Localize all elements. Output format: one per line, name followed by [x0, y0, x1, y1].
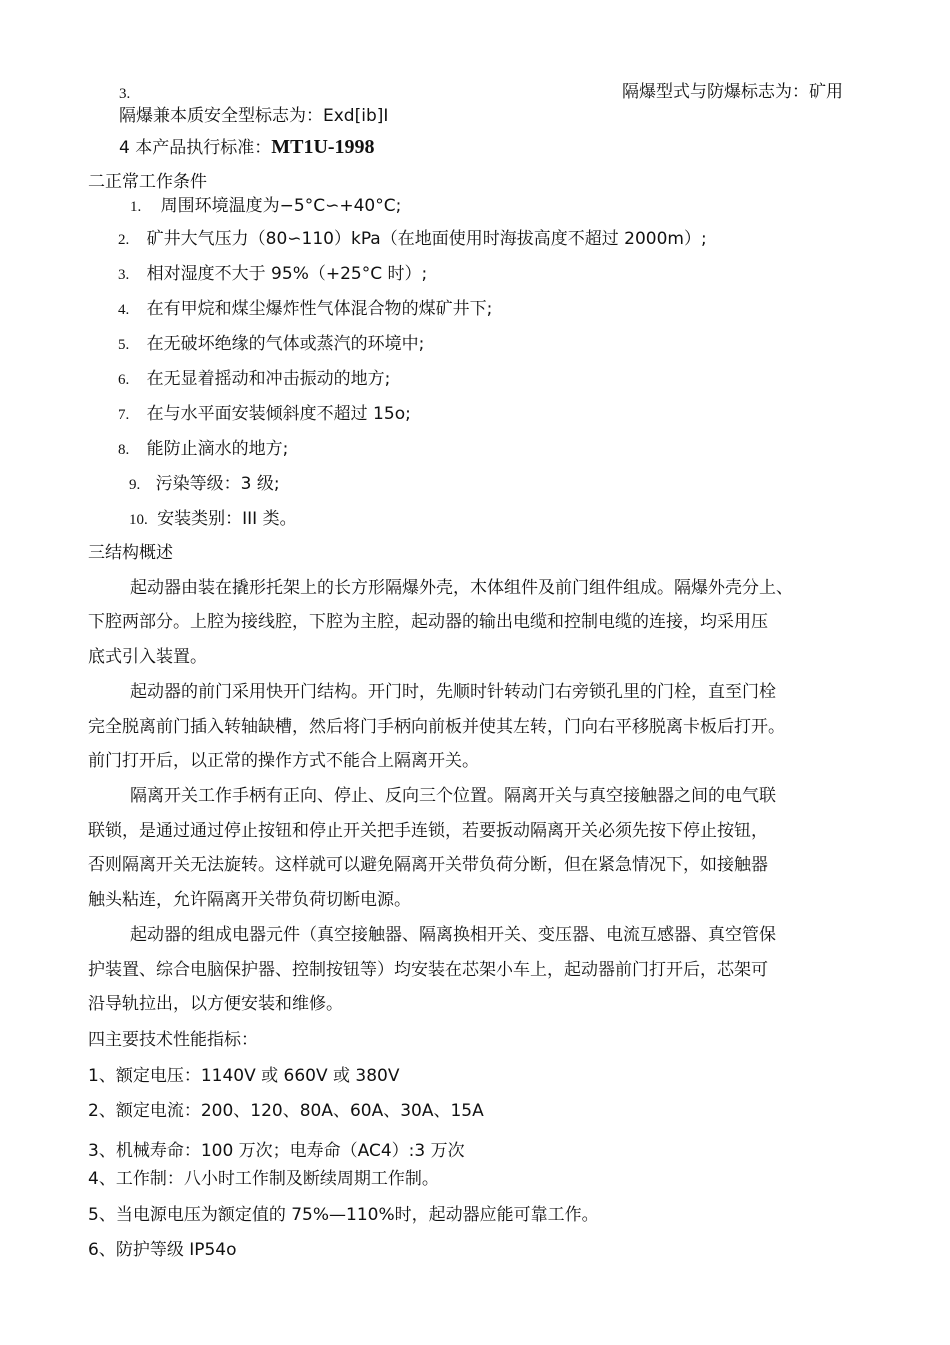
- condition-number: 7.: [118, 407, 130, 423]
- condition-item-10: [129, 507, 297, 532]
- condition-number: 10.: [129, 512, 148, 528]
- condition-item-3: [118, 262, 427, 287]
- condition-text: 在有甲烷和煤尘爆炸性气体混合物的煤矿井下;: [146, 299, 493, 319]
- condition-number: 8.: [118, 442, 130, 458]
- condition-item-7: [118, 402, 411, 427]
- spec-item-3: 3、机械寿命：100 万次；电寿命（AC4）:3 万次: [88, 1141, 465, 1161]
- spec-item-6: 6、防护等级 IP54o: [88, 1240, 237, 1260]
- condition-item-9: [129, 472, 280, 497]
- condition-number: 4.: [118, 302, 130, 318]
- section-2-heading: 二正常工作条件: [88, 172, 207, 192]
- paragraph-line: 联锁，是通过通过停止按钮和停止开关把手连锁，若要扳动隔离开关必须先按下停止按钮，: [88, 821, 768, 841]
- paragraph-line: 起动器的组成电器元件（真空接触器、隔离换相开关、变压器、电流互感器、真空管保: [130, 925, 776, 945]
- condition-item-5: [118, 332, 424, 357]
- condition-text: 相对湿度不大于 95%（+25°C 时）;: [146, 264, 428, 284]
- spec-item-1: 1、额定电压：1140V 或 660V 或 380V: [88, 1066, 400, 1086]
- section-3-heading: 三结构概述: [88, 543, 173, 563]
- spec-item-2: 2、额定电流：200、120、80A、60A、30A、15A: [88, 1101, 484, 1121]
- paragraph-line: 完全脱离前门插入转轴缺槽，然后将门手柄向前板并使其左转，门向右平移脱离卡板后打开。: [88, 717, 785, 737]
- item-4-prefix: 4 本产品执行标准：: [119, 138, 272, 158]
- paragraph-line: 沿导轨拉出，以方便安装和维修。: [88, 994, 343, 1014]
- condition-item-2: [118, 227, 707, 252]
- condition-text: 在无破坏绝缘的气体或蒸汽的环境中;: [146, 334, 425, 354]
- condition-number: 2.: [118, 232, 130, 248]
- paragraph-line: 起动器由装在撬形托架上的长方形隔爆外壳，木体组件及前门组件组成。隔爆外壳分上、: [130, 578, 793, 598]
- condition-number: 9.: [129, 477, 141, 493]
- item-3-text-right: 隔爆型式与防爆标志为：矿用: [622, 82, 843, 102]
- paragraph-line: 触头粘连，允许隔离开关带负荷切断电源。: [88, 890, 411, 910]
- item-3-number: 3.: [119, 86, 131, 102]
- condition-text: 在无显着摇动和冲击振动的地方;: [146, 369, 391, 389]
- condition-text: 污染等级：3 级;: [155, 474, 280, 494]
- condition-text: 在与水平面安装倾斜度不超过 15o;: [146, 404, 411, 424]
- condition-number: 5.: [118, 337, 130, 353]
- paragraph-line: 底式引入装置。: [88, 647, 207, 667]
- condition-item-8: [118, 437, 288, 462]
- condition-text: 安装类别：III 类。: [157, 509, 297, 529]
- spec-item-4: 4、工作制：八小时工作制及断续周期工作制。: [88, 1169, 439, 1189]
- spec-item-5: 5、当电源电压为额定值的 75%—110%时，起动器应能可靠工作。: [88, 1205, 599, 1225]
- condition-number: 6.: [118, 372, 130, 388]
- condition-text: 矿井大气压力（80∽110）kPa（在地面使用时海拔高度不超过 2000m）;: [146, 229, 707, 249]
- condition-text: 周围环境温度为−5°C∽+40°C;: [160, 196, 402, 216]
- paragraph-line: 护装置、综合电脑保护器、控制按钮等）均安装在芯架小车上，起动器前门打开后，芯架可: [88, 960, 768, 980]
- paragraph-line: 隔离开关工作手柄有正向、停止、反向三个位置。隔离开关与真空接触器之间的电气联: [130, 786, 776, 806]
- condition-item-4: [118, 297, 492, 322]
- condition-item-1: [130, 194, 401, 219]
- paragraph-line: 否则隔离开关无法旋转。这样就可以避免隔离开关带负荷分断，但在紧急情况下，如接触器: [88, 855, 768, 875]
- condition-number: 1.: [130, 199, 142, 215]
- item-4-standard-code: MT1U-1998: [271, 136, 375, 158]
- paragraph-line: 起动器的前门采用快开门结构。开门时，先顺时针转动门右旁锁孔里的门栓，直至门栓: [130, 682, 776, 702]
- condition-text: 能防止滴水的地方;: [146, 439, 289, 459]
- paragraph-line: 前门打开后，以正常的操作方式不能合上隔离开关。: [88, 751, 479, 771]
- paragraph-line: 下腔两部分。上腔为接线腔，下腔为主腔，起动器的输出电缆和控制电缆的连接，均采用压: [88, 612, 768, 632]
- condition-number: 3.: [118, 267, 130, 283]
- item-4-standard-line: [119, 135, 375, 160]
- section-4-heading: 四主要技术性能指标：: [88, 1030, 258, 1050]
- item-3-text-continuation: 隔爆兼本质安全型标志为：Exd[ib]I: [119, 106, 389, 126]
- condition-item-6: [118, 367, 390, 392]
